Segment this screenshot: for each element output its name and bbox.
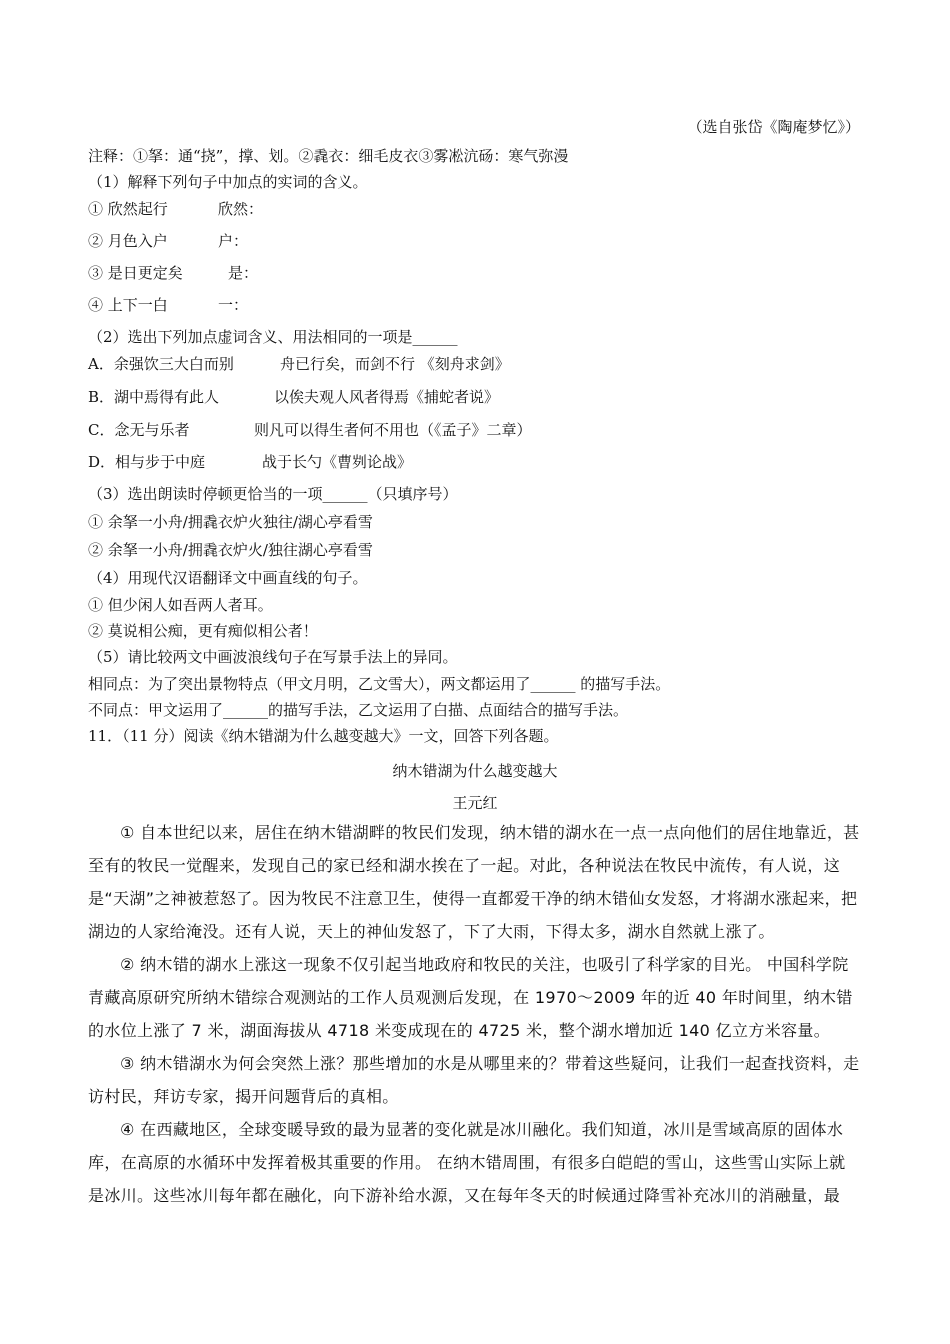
question-3-option: ① 余拏一小舟/拥毳衣炉火独往/湖心亭看雪	[88, 513, 373, 531]
item-sentence: ② 月色入户	[88, 232, 168, 250]
question-4-item: ① 但少闲人如吾两人者耳。	[88, 596, 273, 614]
article-author: 王元红	[452, 794, 498, 812]
article-paragraph: ① 自本世纪以来，居住在纳木错湖畔的牧民们发现，纳木错的湖水在一点一点向他们的居住地靠近，甚至有的牧民一觉醒来，发现自己的家已经和湖水挨在了一起。对此，各种说法在牧民中流传，有人说，这是“天湖”之神被惹怒了。因为牧民不注意卫生，使得一直都爱干净的纳木错仙女发怒，才将湖水涨起来，把湖边的人家给淹没。还有人说，天上的神仙发怒了，下了大雨，下得太多，湖水自然就上涨了。	[88, 823, 860, 941]
option-left: B．湖中焉得有此人	[88, 388, 220, 406]
question-3-prompt: （3）选出朗读时停顿更恰当的一项______（只填序号）	[88, 485, 458, 503]
option-left: C．念无与乐者	[88, 421, 190, 439]
question-2-prompt: （2）选出下列加点虚词含义、用法相同的一项是______	[88, 328, 458, 346]
item-sentence: ④ 上下一白	[88, 296, 168, 314]
item-word: 欣然：	[218, 200, 264, 218]
item-word: 一：	[218, 296, 249, 314]
option-right: 战于长勺《曹刿论战》	[262, 453, 413, 471]
article-paragraph: ④ 在西藏地区，全球变暖导致的最为显著的变化就是冰川融化。我们知道，冰川是雪域高原的固体水库，在高原的水循环中发挥着极其重要的作用。 在纳木错周围，有很多白皑皑的雪山，这些雪山实际上就是冰川。这些冰川每年都在融化，向下游补给水源，又在每年冬天的时候通过降雪补充冰川的消融量，最	[88, 1120, 846, 1205]
article-paragraph: ② 纳木错的湖水上涨这一现象不仅引起当地政府和牧民的关注，也吸引了科学家的目光。 中国科学院青藏高原研究所纳木错综合观测站的工作人员观测后发现，在 1970～2009 年的近 40 年时间里，纳木错的水位上涨了 7 米，湖面海拔从 4718 米变成现在的 4725 米，整个湖水增加近 140 亿立方米容量。	[88, 955, 853, 1040]
option-right: 以俟夫观人风者得焉《捕蛇者说》	[274, 388, 500, 406]
item-sentence: ① 欣然起行	[88, 200, 168, 218]
question-11-prompt: 11．（11 分）阅读《纳木错湖为什么越变越大》一文，回答下列各题。	[88, 727, 559, 745]
source-citation: （选自张岱《陶庵梦忆》）	[687, 118, 860, 136]
article-paragraph: ③ 纳木错湖水为何会突然上涨？那些增加的水是从哪里来的？带着这些疑问，让我们一起查找资料，走访村民，拜访专家，揭开问题背后的真相。	[88, 1054, 860, 1106]
option-left: D．相与步于中庭	[88, 453, 206, 471]
item-word: 是：	[228, 264, 259, 282]
question-1-prompt: （1）解释下列句子中加点的实词的含义。	[88, 173, 368, 191]
article-title: 纳木错湖为什么越变越大	[392, 762, 558, 780]
question-1-item	[88, 263, 258, 283]
question-5-same: 相同点：为了突出景物特点（甲文月明，乙文雪大），两文都运用了______ 的描写手法。	[88, 675, 671, 693]
question-2-option	[88, 354, 510, 374]
option-right: 则凡可以得生者何不用也（《孟子》二章）	[254, 421, 532, 439]
question-5-prompt: （5）请比较两文中画波浪线句子在写景手法上的异同。	[88, 648, 458, 666]
question-1-item	[88, 231, 248, 251]
option-right: 舟已行矣，而剑不行 《刻舟求剑》	[280, 355, 510, 373]
question-5-diff: 不同点：甲文运用了______的描写手法，乙文运用了白描、点面结合的描写手法。	[88, 701, 629, 719]
option-left: A．余强饮三大白而别	[88, 355, 234, 373]
question-4-prompt: （4）用现代汉语翻译文中画直线的句子。	[88, 569, 368, 587]
question-2-option	[88, 420, 532, 440]
annotation-note: 注释：①拏：通“挠”，撑、划。②毳衣：细毛皮衣③雾凇沆砀：寒气弥漫	[88, 147, 569, 165]
question-3-option: ② 余拏一小舟/拥毳衣炉火/独往湖心亭看雪	[88, 541, 373, 559]
item-sentence: ③ 是日更定矣	[88, 264, 183, 282]
item-word: 户：	[218, 232, 249, 250]
question-2-option	[88, 387, 499, 407]
question-4-item: ② 莫说相公痴，更有痴似相公者！	[88, 622, 318, 640]
question-2-option	[88, 452, 412, 472]
question-1-item	[88, 199, 263, 219]
question-1-item	[88, 295, 248, 315]
